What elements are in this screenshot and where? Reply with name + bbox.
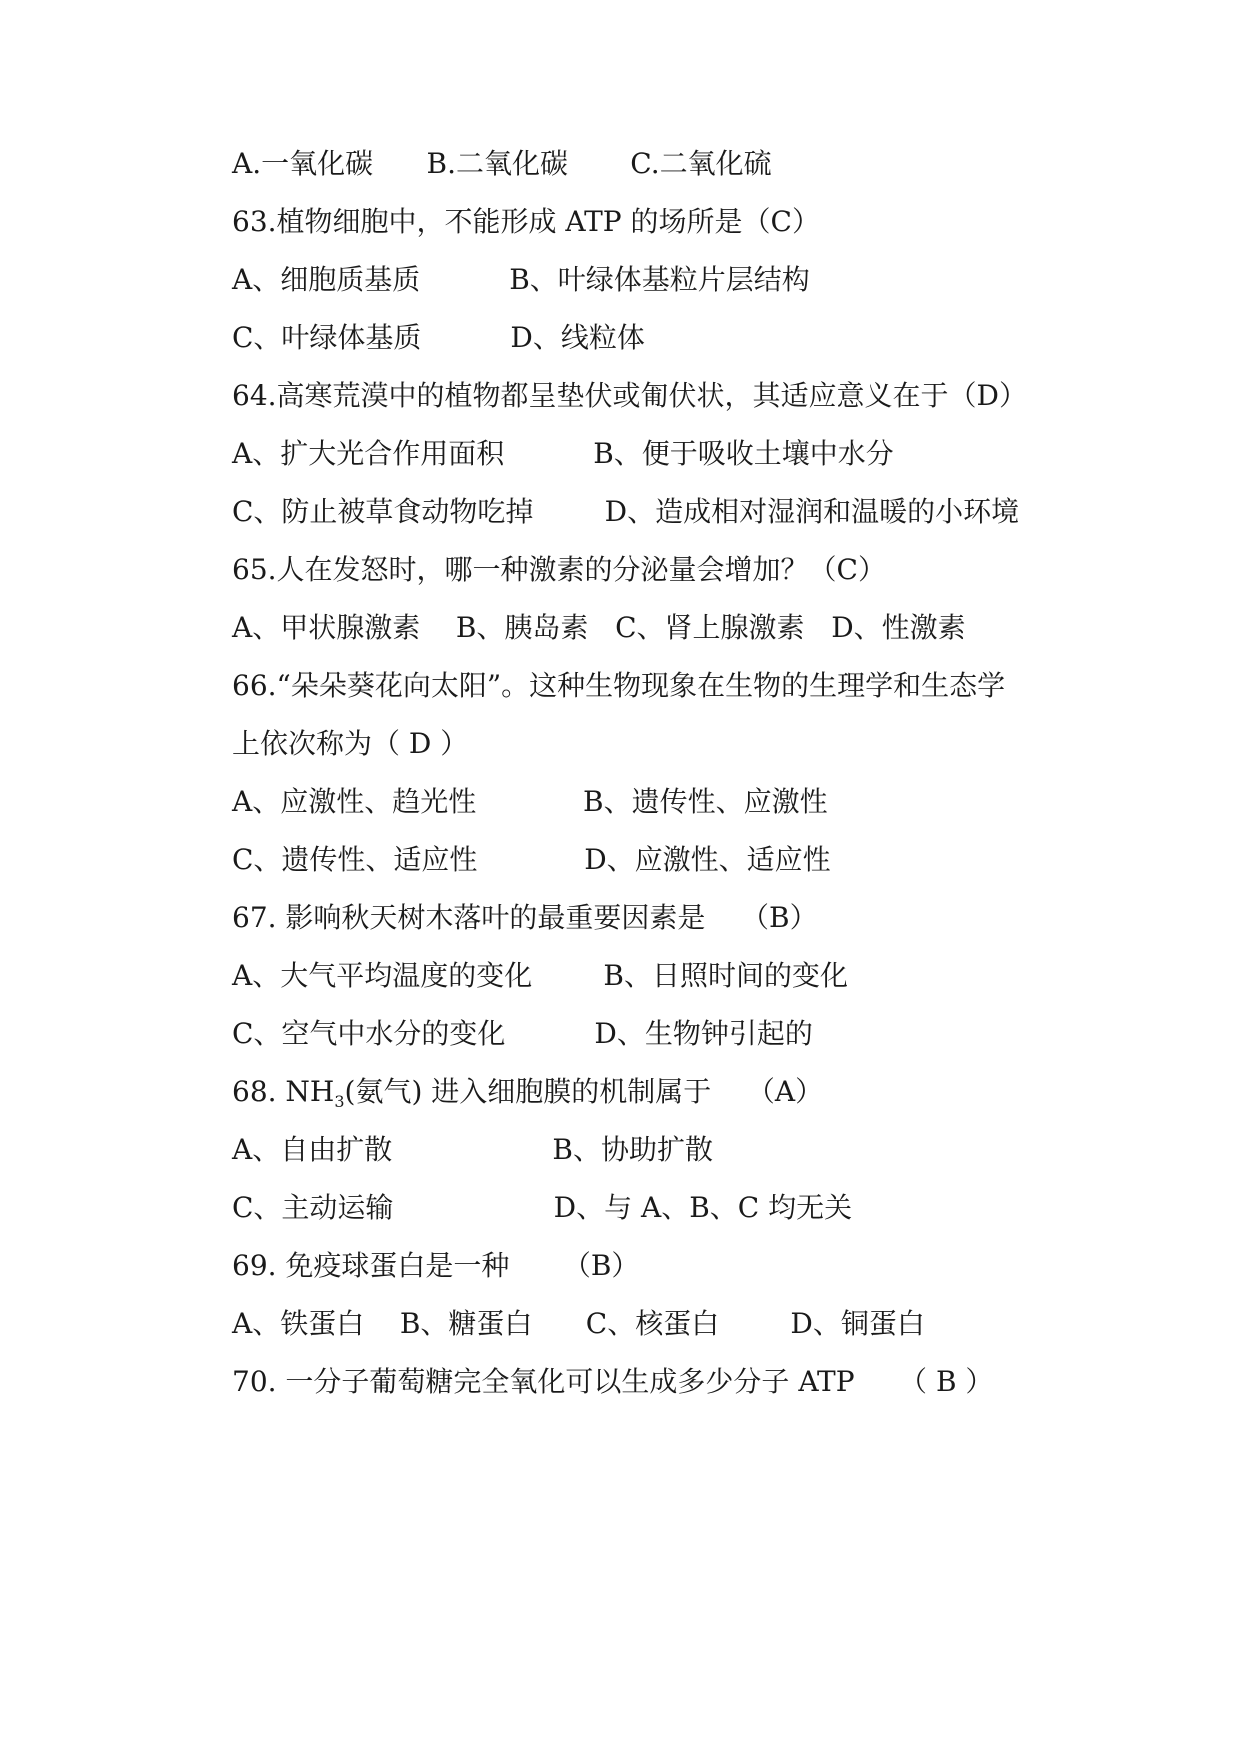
q68-options-cd: C、主动运输 D、与 A、B、C 均无关: [232, 1191, 853, 1224]
q65-question: 65.人在发怒时，哪一种激素的分泌量会增加？（C）: [232, 553, 886, 586]
q67-question: 67. 影响秋天树木落叶的最重要因素是 （B）: [232, 901, 818, 934]
q70-question: 70. 一分子葡萄糖完全氧化可以生成多少分子 ATP （ B ）: [232, 1365, 994, 1398]
q68-subscript: 3: [334, 1092, 345, 1111]
q67-options-cd: C、空气中水分的变化 D、生物钟引起的: [232, 1017, 813, 1050]
q66-options-cd: C、遗传性、适应性 D、应激性、适应性: [232, 843, 831, 876]
q68-question: [232, 1074, 823, 1120]
q66-options-ab: A、应激性、趋光性 B、遗传性、应激性: [232, 785, 828, 818]
q66-question-line1: 66.“朵朵葵花向太阳”。这种生物现象在生物的生理学和生态学: [232, 669, 1006, 702]
q62-options: A.一氧化碳 B.二氧化碳 C.二氧化硫: [232, 147, 772, 180]
q69-options: A、铁蛋白 B、糖蛋白 C、核蛋白 D、铜蛋白: [232, 1307, 925, 1340]
q66-question-line2: 上依次称为（ D ）: [232, 727, 469, 760]
q67-options-ab: A、大气平均温度的变化 B、日照时间的变化: [232, 959, 849, 992]
q68-options-ab: A、自由扩散 B、协助扩散: [232, 1133, 714, 1166]
q63-options-cd: C、叶绿体基质 D、线粒体: [232, 321, 645, 354]
q63-question: 63.植物细胞中，不能形成 ATP 的场所是（C）: [232, 205, 820, 238]
q64-options-cd: C、防止被草食动物吃掉 D、造成相对湿润和温暖的小环境: [232, 495, 1020, 528]
q65-options: A、甲状腺激素 B、胰岛素 C、肾上腺激素 D、性激素: [232, 611, 966, 644]
q68-prefix: 68. NH: [232, 1075, 335, 1108]
q64-question: 64.高寒荒漠中的植物都呈垫伏或匍伏状，其适应意义在于（D）: [232, 379, 1027, 412]
q69-question: 69. 免疫球蛋白是一种 （B）: [232, 1249, 640, 1282]
q64-options-ab: A、扩大光合作用面积 B、便于吸收土壤中水分: [232, 437, 894, 470]
q68-suffix: (氨气) 进入细胞膜的机制属于 （A）: [344, 1075, 824, 1108]
q63-options-ab: A、细胞质基质 B、叶绿体基粒片层结构: [232, 263, 810, 296]
